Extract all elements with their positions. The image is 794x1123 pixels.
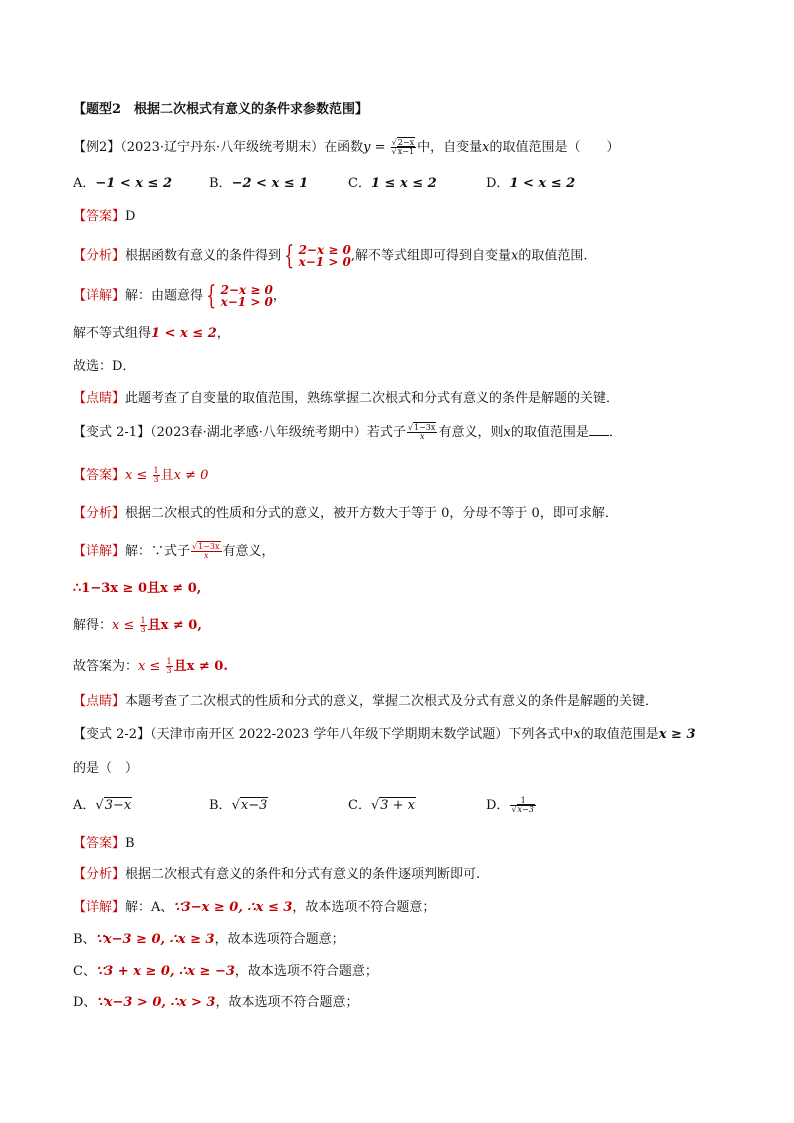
analysis-text: 根据二次根式的性质和分式的意义，被开方数大于等于 0，分母不等于 0，即可求解． [125, 506, 618, 521]
item-label: D、 [73, 995, 97, 1010]
frac-num: 1 [166, 657, 172, 666]
detail-math: ∵x−3 > 0, ∴x > 3 [96, 995, 216, 1010]
example-2-question [73, 139, 734, 157]
frac-den: x−3 [517, 805, 534, 814]
variant-2-2-detail-a [73, 899, 734, 917]
frac-num: 1−3x [414, 423, 436, 432]
question-source: （天津市南开区 2022-2023 学年八年级下学期期末数学试题）下列各式中 [150, 727, 574, 742]
option-expr: 3−x [104, 798, 132, 813]
ans-expr-2: x ≠ 0 [173, 468, 209, 483]
variant-2-1-comment [73, 693, 734, 711]
detail-tag: 【详解】 [73, 544, 126, 559]
period: ． [608, 425, 622, 440]
option-d [486, 175, 575, 193]
function-fraction: $\frac{√2-x}{√x-1}$ [391, 138, 415, 156]
variant-2-2-question [73, 726, 734, 744]
answer-value: B [125, 836, 135, 851]
answer-tag: 【答案】 [73, 209, 126, 224]
detail-text-b: ， [272, 288, 286, 304]
detail-tag: 【详解】 [73, 288, 126, 304]
sys-row-2: x−1 > 0 [220, 295, 273, 309]
option-label: D． [486, 176, 510, 191]
option-a: A．√3−x [73, 798, 132, 813]
detail-math: ∵x−3 ≥ 0, ∴x ≥ 3 [95, 932, 215, 947]
expr-fraction: $\frac{√1-3x}{x}$ [192, 542, 220, 560]
question-after: 有意义，则 [438, 425, 504, 440]
variant-2-1-answer [73, 467, 734, 485]
sys-row-2: x−1 > 0 [298, 255, 351, 269]
frac-den: x−1 [397, 147, 415, 156]
example-2-answer [73, 208, 734, 226]
detail-math: ∵3−x ≥ 0, ∴x ≤ 3 [173, 900, 293, 915]
option-c [348, 175, 437, 193]
sys-row-1: 2−x ≥ 0 [298, 243, 351, 257]
option-a [73, 175, 172, 193]
variant-2-2-detail-c [73, 963, 734, 981]
option-label: C． [348, 176, 371, 191]
detail-tag: 【详解】 [73, 900, 126, 915]
frac-den: x [204, 551, 209, 560]
frac-num: 1 [140, 616, 146, 625]
option-expr: x−3 [240, 798, 268, 813]
step-expr-2: 且x ≠ 0, [147, 618, 202, 633]
option-label: A． [73, 176, 96, 191]
solve-text: 解不等式组得 [73, 326, 152, 341]
answer-blank [589, 435, 609, 436]
option-expr: −2 < x ≤ 1 [231, 176, 309, 191]
analysis-text-c: 的取值范围. [518, 248, 588, 264]
question-source: （2023·辽宁丹东·八年级统考期末）在函数 [120, 140, 364, 155]
section-heading: 【题型2 根据二次根式有意义的条件求参数范围】 [73, 102, 369, 117]
var-y: y [363, 140, 371, 155]
equals: = [370, 140, 390, 155]
step-text: 解得： [73, 618, 113, 633]
detail-end: ，故本选项不符合题意； [234, 964, 378, 979]
detail-text: 解：由题意得 [125, 288, 204, 304]
ans-and: 且 [160, 468, 174, 483]
variant-tag: 【变式 2-2】 [73, 727, 151, 742]
question-source: （2023春·湖北孝感·八年级统考期中）若式子 [150, 425, 406, 440]
final-expr: x ≤ [138, 659, 165, 674]
variant-2-2-analysis [73, 866, 734, 884]
item-label: B、 [73, 932, 96, 947]
solve-expr: 1 < x ≤ 2 [151, 326, 217, 341]
question-tail: 的取值范围是（ ） [489, 140, 620, 155]
frac-den: 3 [166, 666, 172, 675]
detail-math: ∵3 + x ≥ 0, ∴x ≥ −3 [95, 964, 235, 979]
var-x: x [482, 140, 490, 155]
example-tag: 【例2】 [73, 140, 121, 155]
analysis-text: 根据二次根式有意义的条件和分式有意义的条件逐项判断即可. [125, 867, 481, 882]
answer-value: D [125, 209, 136, 224]
example-2-solve [73, 325, 734, 343]
option-expr: −1 < x ≤ 2 [95, 176, 173, 191]
detail-text-b: 有意义， [222, 544, 275, 559]
option-b [209, 175, 308, 193]
option-label: B． [209, 798, 232, 813]
variant-2-1-step1: ∴1−3x ≥ 0且x ≠ 0, [73, 581, 202, 596]
analysis-tag: 【分析】 [73, 506, 126, 521]
frac-den: 3 [140, 625, 146, 634]
variant-2-1-step2 [73, 617, 734, 635]
variant-2-2-line2: 的是（ ） [73, 761, 139, 776]
inequality-system: { 2−x ≥ 0 x−1 > 0 [284, 241, 351, 271]
sys-row-1: 2−x ≥ 0 [220, 283, 273, 297]
detail-end: ，故本选项符合题意； [214, 932, 345, 947]
option-label: B． [209, 176, 232, 191]
one-third [153, 467, 160, 484]
frac-num: 1−3x [198, 542, 220, 551]
frac-den: 3 [153, 475, 159, 484]
item-label: C、 [73, 964, 96, 979]
detail-text: 解：∵式子 [125, 544, 191, 559]
example-2-comment [73, 390, 734, 408]
comment-text: 本题考查了二次根式的性质和分式的意义，掌握二次根式及分式有意义的条件是解题的关键． [125, 694, 659, 709]
condition: x ≥ 3 [658, 727, 696, 742]
variant-2-1-question [73, 424, 734, 442]
example-2-analysis [73, 243, 734, 270]
analysis-text-b: ,解不等式组即可得到自变量 [350, 248, 512, 264]
expr-fraction: $\frac{√1-3x}{x}$ [407, 423, 436, 441]
option-label: D． [486, 798, 510, 813]
option-label: A． [73, 798, 96, 813]
detail-text: 解：A、 [125, 900, 174, 915]
variant-tag: 【变式 2-1】 [73, 425, 151, 440]
variant-2-2-detail-d [73, 994, 734, 1012]
frac-num: 1 [510, 797, 535, 806]
frac-den: x [419, 432, 425, 441]
var-x: x [573, 727, 581, 742]
answer-tag: 【答案】 [73, 836, 126, 851]
frac-num: 1 [153, 466, 159, 475]
analysis-tag: 【分析】 [73, 867, 126, 882]
analysis-tag: 【分析】 [73, 248, 126, 264]
var-x: x [511, 248, 519, 264]
answer-tag: 【答案】 [73, 468, 126, 483]
comment-text: 此题考查了自变量的取值范围，熟练掌握二次根式和分式有意义的条件是解题的关键． [125, 391, 620, 406]
option-b: B．√x−3 [209, 798, 268, 813]
var-x: x [503, 425, 511, 440]
comment-tag: 【点睛】 [73, 694, 126, 709]
variant-2-2-detail-b [73, 931, 734, 949]
one-third [166, 658, 173, 675]
option-label: C． [348, 798, 371, 813]
variant-2-1-analysis [73, 505, 734, 523]
option-expr: 1 ≤ x ≤ 2 [370, 176, 437, 191]
question-tail: 的取值范围是 [510, 425, 589, 440]
example-2-detail [73, 283, 734, 310]
variant-2-1-final [73, 658, 734, 676]
solve-end: ， [216, 326, 230, 341]
comment-tag: 【点睛】 [73, 391, 126, 406]
final-expr-2: 且x ≠ 0. [173, 659, 228, 674]
variant-2-2-answer [73, 835, 734, 853]
one-third [140, 617, 147, 634]
step-expr: x ≤ [112, 618, 139, 633]
option-fraction: $\frac{1}{√x-3}$ [511, 796, 534, 814]
option-d [486, 797, 537, 815]
detail-end: ，故本选项不符合题意； [215, 995, 359, 1010]
final-text: 故答案为： [73, 659, 139, 674]
question-tail: 的取值范围是 [580, 727, 659, 742]
question-after: 中，自变量 [417, 140, 483, 155]
inequality-system: { 2−x ≥ 0 x−1 > 0 [206, 281, 273, 311]
option-expr: 3 + x [380, 798, 416, 813]
option-c: C．√3 + x [348, 798, 416, 813]
detail-end: ，故本选项不符合题意； [292, 900, 436, 915]
variant-2-1-detail [73, 543, 734, 561]
analysis-text: 根据函数有意义的条件得到 [125, 248, 282, 264]
example-2-choose: 故选：D． [73, 359, 136, 374]
ans-expr: x ≤ [125, 468, 152, 483]
option-expr: 1 < x ≤ 2 [509, 176, 576, 191]
frac-num: 2−x [397, 138, 415, 147]
